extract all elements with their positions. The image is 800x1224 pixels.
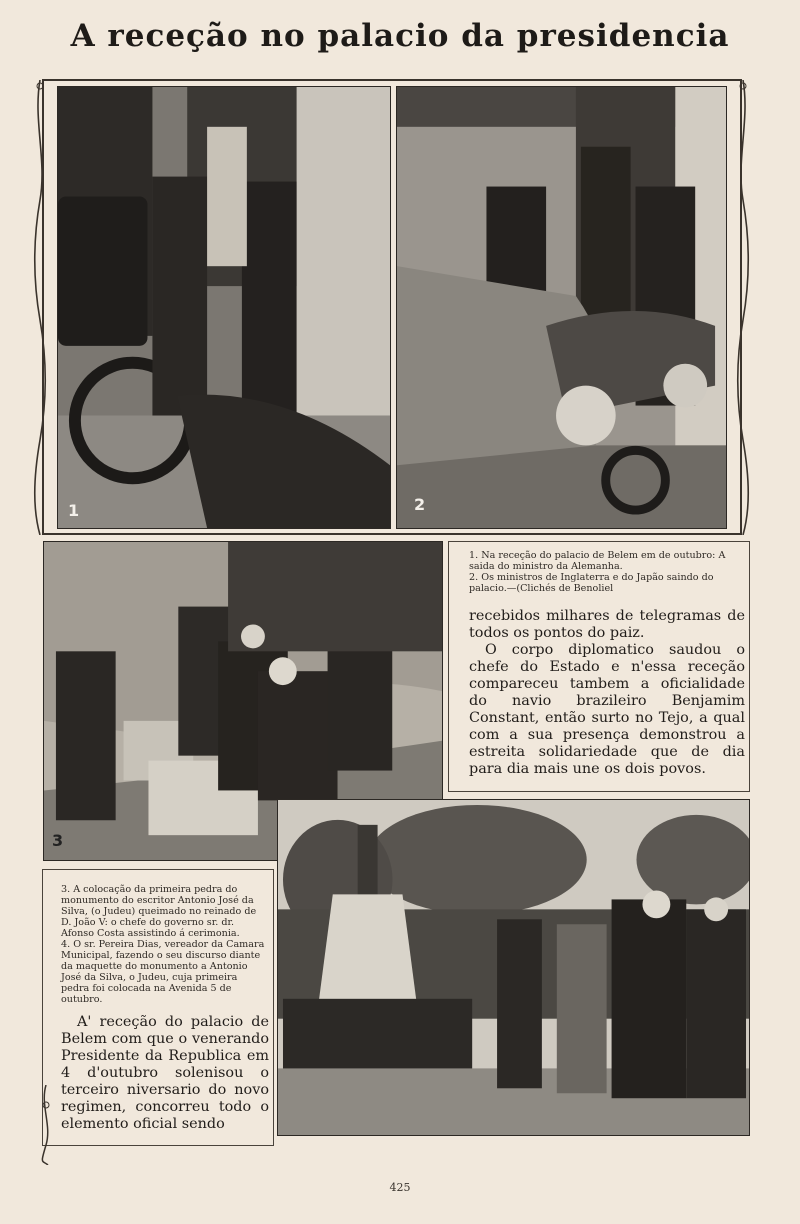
photo-captions-3-4	[61, 884, 265, 1005]
article-text-continued: recebidos milhares de telegramas de todos os pontos do paiz.	[469, 608, 745, 641]
caption-photo-1: 1. Na receção do palacio de Belem em de outubro: A saida do ministro da Alemanha.	[469, 550, 726, 572]
photo-4-monument-speech	[277, 799, 750, 1136]
photo-2-ministers-departure	[396, 86, 727, 529]
bottom-left-text-box	[42, 869, 274, 1146]
vine-ornament-right	[734, 80, 752, 535]
article-text-paragraph: O corpo diplomatico saudou o chefe do Estado e n'essa receção compareceu tambem a oficialidade do navio brazileiro Benjamim Constant, então surto no Tejo, a qual com a sua presença demonstrou a estreita solidariedade que de dia para dia mais une os dois povos.	[469, 642, 745, 777]
photo-number: 1	[68, 501, 80, 520]
photo-captions-1-2	[469, 550, 745, 594]
caption-photo-2: 2. Os ministros de Inglaterra e do Japão saindo do palacio.—(Clichés de Benoliel	[469, 572, 714, 594]
photo-number: 2	[414, 495, 426, 514]
photo-1-german-minister-departure	[57, 86, 391, 529]
top-right-text-box	[448, 541, 750, 792]
photo-number: 3	[52, 831, 64, 850]
vine-ornament-bottom-left	[38, 1085, 54, 1165]
caption-photo-3: 3. A colocação da primeira pedra do monumento do escritor Antonio José da Silva, (o Judeu) queimado no reinado de D. João V: o chefe do governo sr. dr. Afonso Costa assistindo á cerimonia.	[61, 884, 257, 939]
caption-photo-4: 4. O sr. Pereira Dias, vereador da Camara Municipal, fazendo o seu discurso diante da maquette do monumento a Antonio José da Silva, o Judeu, cuja primeira pedra foi colocada na Avenida 5 de outubro.	[61, 939, 265, 1005]
article-lead-paragraph: A' receção do palacio de Belem com que o venerando Presidente da Republica em 4 d'outubro solenisou o terceiro niversario do novo regimen, concorreu todo o elemento oficial sendo	[61, 1014, 269, 1132]
page-title: A receção no palacio da presidencia	[70, 18, 730, 54]
vine-ornament-left	[31, 80, 49, 535]
page-number: 425	[389, 1181, 411, 1194]
